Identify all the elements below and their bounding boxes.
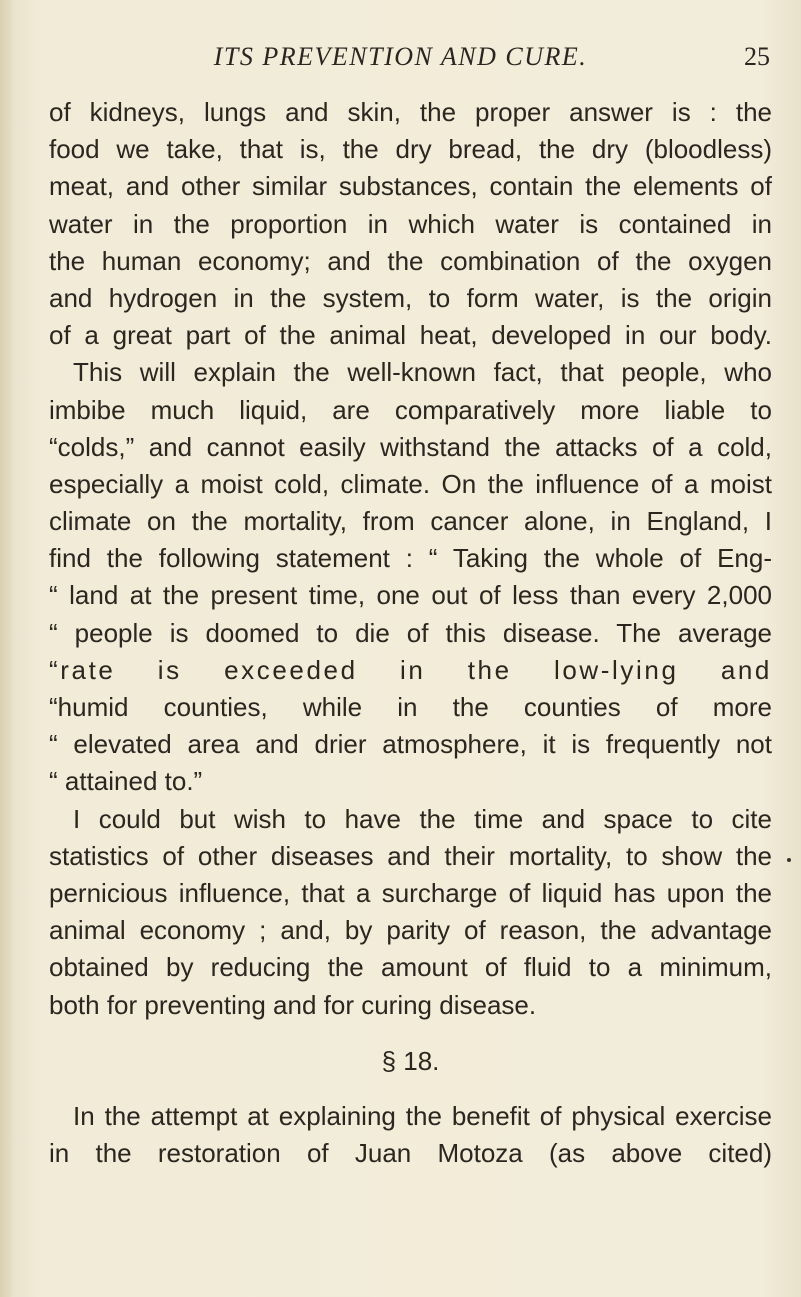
- page-number: 25: [744, 42, 770, 71]
- paper-speck: [787, 858, 791, 862]
- text-line: in the restoration of Juan Motoza (as above cited): [49, 1137, 772, 1168]
- running-title: ITS PREVENTION AND CURE.: [213, 42, 588, 71]
- text-line: I could but wish to have the time and space to cite: [73, 803, 772, 834]
- text-line: the human economy; and the combination of the oxygen: [49, 245, 772, 276]
- running-head: [0, 42, 801, 82]
- gutter-shadow: [0, 0, 14, 1297]
- text-line: “ elevated area and drier atmosphere, it is frequently not: [49, 729, 772, 760]
- text-line: and hydrogen in the system, to form water, is the origin: [49, 282, 772, 313]
- text-line: In the attempt at explaining the benefit of physical exercise: [73, 1100, 772, 1131]
- text-line: “ land at the present time, one out of less than every 2,000: [49, 580, 772, 611]
- text-line: “humid counties, while in the counties of more: [49, 692, 772, 722]
- text-line: water in the proportion in which water is contained in: [49, 208, 772, 239]
- text-line: animal economy ; and, by parity of reason, the advantage: [49, 915, 772, 946]
- section-heading: § 18.: [381, 1045, 440, 1076]
- text-line: imbibe much liquid, are comparatively more liable to: [49, 394, 772, 425]
- text-line: “colds,” and cannot easily withstand the attacks of a cold,: [49, 431, 772, 462]
- body-text: [49, 94, 772, 1172]
- text-line: both for preventing and for curing disease.: [49, 989, 537, 1020]
- text-line: food we take, that is, the dry bread, the dry (bloodless): [49, 134, 772, 165]
- text-line: of a great part of the animal heat, developed in our body.: [49, 320, 772, 351]
- text-line: especially a moist cold, climate. On the influence of a moist: [49, 468, 772, 499]
- text-line: statistics of other diseases and their mortality, to show the: [49, 840, 772, 871]
- text-line: “ attained to.”: [49, 766, 203, 797]
- text-line: obtained by reducing the amount of fluid to a minimum,: [49, 952, 772, 983]
- text-line: find the following statement : “ Taking the whole of Eng-: [49, 543, 772, 574]
- text-line: of kidneys, lungs and skin, the proper answer is : the: [49, 97, 772, 127]
- text-line: “rate is exceeded in the low-lying and: [49, 654, 772, 685]
- text-line: This will explain the well-known fact, that people, who: [73, 357, 772, 388]
- text-line: “ people is doomed to die of this disease. The average: [49, 617, 772, 648]
- text-line: climate on the mortality, from cancer alone, in England, I: [49, 506, 772, 537]
- text-line: pernicious influence, that a surcharge of liquid has upon the: [49, 877, 772, 908]
- text-line: meat, and other similar substances, contain the elements of: [49, 171, 772, 202]
